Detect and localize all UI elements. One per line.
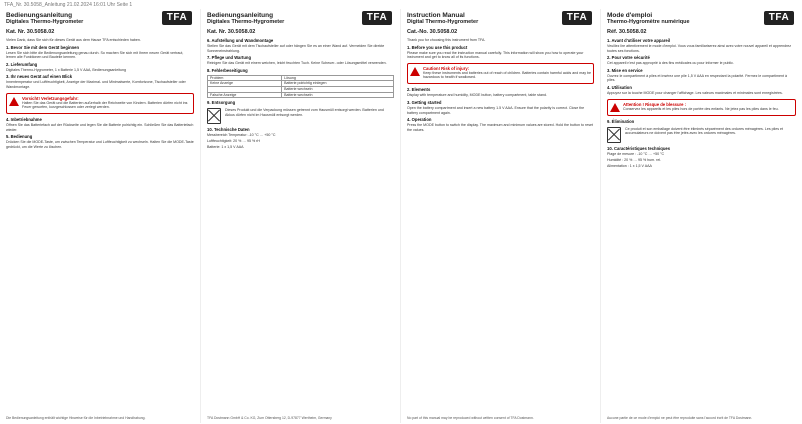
section-text: Display with temperature and humidity, MODE button, battery compartment, table stand. [407,93,547,98]
page-footer: TFA Dostmann GmbH & Co. KG, Zum Ottersberg 12, D-97877 Wertheim, Germany [207,415,332,420]
section-text: Stellen Sie das Gerät mit dem Tischaufsteller auf oder hängen Sie es an einer Wand auf. Vermeiden Sie direkte Sonneneinstrahlung. [207,44,385,53]
section-heading: 9. Entsorgung [207,100,236,106]
page-subtitle: Digital Thermo-Hygrometer [407,19,479,25]
section-heading: 4. Inbetriebnahme [6,117,42,123]
section-heading: 3. Getting started [407,100,442,106]
warning-icon [9,97,19,106]
warning-icon [410,67,420,76]
manual-page-de-2 [200,9,400,423]
section-heading: 10. Caractéristiques techniques [607,145,671,151]
manual-page-fr [600,9,802,423]
tfa-logo: TFA [562,11,592,25]
warning-text: Conservez les appareils et les piles hors de portée des enfants. Ne jetez pas les piles dans le feu. [623,106,779,111]
model-number: Réf. 30.5058.02 [607,28,647,35]
table-cell: Problem [208,75,282,81]
section-text: Ouvrez le compartiment à piles et insérez une pile 1,5 V AAA en respectant la polarité. Fermez le compartiment à piles. [607,73,787,83]
section-text: Reinigen Sie das Gerät mit einem weichen, leicht feuchten Tuch. Keine Scheuer- oder Lösungsmittel verwenden. [207,61,387,66]
manual-page-en [400,9,600,423]
section-heading: 10. Technische Daten [207,127,250,133]
spec-line: Messbereich Temperatur: -10 °C … +50 °C [207,133,276,138]
warning-text: Halten Sie das Gerät und die Batterien außerhalb der Reichweite von Kindern. Batterien dürfen nicht ins Feuer geworfen, kurzgeschlossen oder zerlegt werden. [22,100,188,110]
section-heading: 9. Élimination [607,118,635,124]
section-text: Please make sure you read the instruction manual carefully. This information will show you how to operate your instrument and get to know all of its functions. [407,50,584,60]
section-heading: 1. Bevor Sie mit dem Gerät beginnen [6,44,80,50]
page-title: Bedienungsanleitung [6,12,73,19]
print-header: TFA_Nr. 30.5058_Anleitung 21.02.2024 16:01 Uhr Seite 1 [4,2,133,8]
section-text: Appuyez sur la touche MODE pour changer l'affichage. Les valeurs maximales et minimales sont enregistrées. [607,90,783,95]
table-cell: Batterie polrichtig einlegen [282,81,394,87]
section-text: Öffnen Sie das Batteriefach auf der Rückseite und legen Sie die Batterie polrichtig ein. Schließen Sie das Batteriefach wieder. [6,123,194,132]
page-subtitle: Digitales Thermo-Hygrometer [6,19,84,25]
page-title: Mode d'emploi [607,12,653,19]
section-heading: 2. Pour votre sécurité [607,55,650,61]
table-cell: Batterie wechseln [282,92,394,98]
section-text: Lesen Sie sich bitte die Bedienungsanleitung genau durch. So machen Sie sich mit Ihrem neuen Gerät vertraut, lernen alle Funktionen und Bauteile kennen. [6,50,184,60]
page-title: Instruction Manual [407,12,465,19]
page-footer: Die Bedienungsanleitung enthält wichtige Hinweise für die Inbetriebnahme und Handhabung. [6,415,146,420]
tfa-logo: TFA [162,11,192,25]
section-heading: 7. Pflege und Wartung [207,55,252,61]
warning-title: Vorsicht! Verletzungsgefahr: [22,95,79,101]
page-footer: No part of this manual may be reproduced without written consent of TFA Dostmann. [407,415,534,420]
spec-line: Plage de mesure : -10 °C … +50 °C [607,151,665,156]
section-heading: 4. Utilisation [607,84,632,90]
crossed-bin-icon [607,127,621,143]
section-heading: 2. Lieferumfang [6,61,38,67]
section-text: Open the battery compartment and insert a new battery 1.5 V AAA. Ensure that the polarity is correct. Close the battery compartment again. [407,106,585,115]
table-cell: Lösung [282,75,394,81]
crossed-bin-icon [207,108,221,124]
section-heading: 2. Elements [407,87,431,93]
manual-page-de-1 [0,9,200,423]
warning-box [6,93,194,115]
model-number: Kat. Nr. 30.5058.02 [6,28,55,35]
page-subtitle: Thermo-Hygromètre numérique [607,19,690,25]
warning-title: Attention ! Risque de blessure : [623,101,687,107]
section-heading: 3. Mise en service [607,67,643,73]
troubleshooting-table [207,75,394,98]
spec-line: Humidité : 20 % … 95 % hum. rel. [607,157,662,162]
table-row [208,92,394,98]
table-cell: Batterie wechseln [282,86,394,92]
intro-text: Thank you for choosing this instrument from TFA. [407,38,486,42]
section-heading: 1. Before you use this product [407,44,468,50]
model-number: Kat. Nr. 30.5058.02 [207,28,256,35]
section-text: Ce produit et son emballage doivent être éliminés séparément des ordures ménagères. Les piles et accumulateurs ne doivent pas être jetés avec les ordures ménagères. [625,126,784,136]
section-text: Press the MODE button to switch the display. The maximum and minimum values are stored. Hold the button to reset the values. [407,123,594,132]
warning-box [607,99,796,116]
tfa-logo: TFA [362,11,392,25]
warning-box [407,63,594,85]
section-heading: 3. Ihr neues Gerät auf einen Blick [6,74,73,80]
page-footer: Aucune partie de ce mode d'emploi ne peut être reproduite sans l'accord écrit de TFA Dostmann. [607,415,753,420]
section-text: Cet appareil n'est pas approprié à des fins médicales ou pour informer le public. [607,61,734,66]
section-text: Digitales Thermo-Hygrometer, 1 x Batterie 1,5 V AAA, Bedienungsanleitung [6,67,126,72]
section-text: Innentemperatur und Luftfeuchtigkeit, Anzeige der Maximal- und Minimalwerte, Komfortzone, Tischaufsteller oder Wandmontage. [6,80,186,89]
tfa-logo: TFA [764,11,794,25]
model-number: Cat.-No. 30.5058.02 [407,28,458,35]
spec-line: Batterie: 1 x 1,5 V AAA [207,145,244,150]
section-heading: 6. Aufstellung und Wandmontage [207,38,274,43]
warning-icon [610,103,620,112]
table-cell: Falsche Anzeige [208,92,282,98]
section-heading: 4. Operation [407,117,432,123]
section-heading: 8. Fehlerbeseitigung [207,67,248,73]
table-cell: Keine Anzeige [208,81,282,87]
spec-line: Luftfeuchtigkeit: 20 % … 95 % rH [207,139,260,144]
warning-title: Caution! Risk of injury: [423,65,470,71]
section-text: Dieses Produkt und die Verpackung müssen getrennt vom Hausmüll entsorgt werden. Batterien und Akkus dürfen nicht im Hausmüll entsorgt werden. [225,108,384,117]
spec-line: Alimentation : 1 x 1,5 V AAA [607,163,652,168]
section-heading: 1. Avant d'utiliser votre appareil [607,38,671,43]
intro-text: Vielen Dank, dass Sie sich für dieses Gerät aus dem Hause TFA entschieden haben. [6,38,141,42]
section-heading: 5. Bedienung [6,134,33,140]
page-title: Bedienungsanleitung [207,12,274,19]
section-text: Drücken Sie die MODE-Taste, um zwischen Temperatur und Luftfeuchtigkeit zu wechseln. Halten Sie die MODE-Taste gedrückt, um die Werte zu löschen. [6,140,194,150]
warning-text: Keep these instruments and batteries out of reach of children. Batteries contain harmful acids and may be hazardous to health if swallowed. [423,70,592,80]
page-subtitle: Digitales Thermo-Hygrometer [207,19,285,25]
section-text: Veuillez lire attentivement le mode d'emploi. Vous vous familiariserez ainsi avec votre nouvel appareil et apprendrez toutes ses fonctions. [607,44,792,53]
